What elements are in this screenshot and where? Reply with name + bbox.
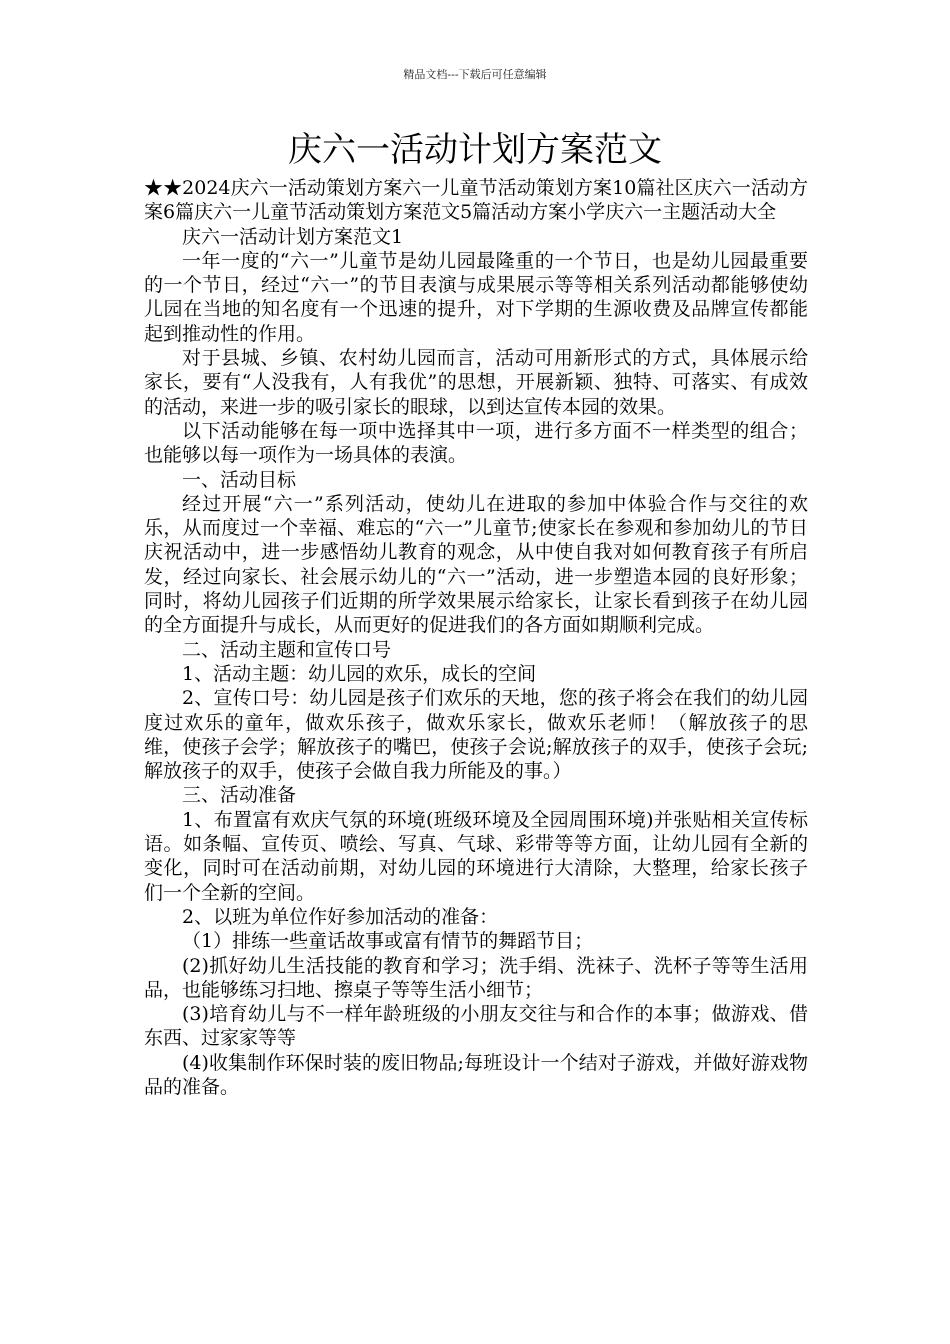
body-paragraph: 以下活动能够在每一项中选择其中一项，进行多方面不一样类型的组合；也能够以每一项作为一场具体的表演。: [144, 419, 808, 467]
section-heading: 三、活动准备: [182, 784, 297, 807]
list-item: 2、宣传口号：幼儿园是孩子们欢乐的天地，您的孩子将会在我们的幼儿园度过欢乐的童年，做欢乐孩子，做欢乐家长，做欢乐老师！（解放孩子的思维，使孩子会学；解放孩子的嘴巴，使孩子会说;解放孩子的双手，使孩子会玩;解放孩子的双手，使孩子会做自我力所能及的事。）: [144, 687, 808, 783]
document-body: [144, 176, 808, 1099]
body-paragraph: 经过开展“六一”系列活动，使幼儿在进取的参加中体验合作与交往的欢乐，从而度过一个幸福、难忘的“六一”儿童节;使家长在参观和参加幼儿的节日庆祝活动中，进一步感悟幼儿教育的观念，从中使自我对如何教育孩子有所启发，经过向家长、社会展示幼儿的“六一”活动，进一步塑造本园的良好形象；同时，将幼儿园孩子们近期的所学效果展示给家长，让家长看到孩子在幼儿园的全方面提升与成长，从而更好的促进我们的各方面如期顺利完成。: [144, 492, 808, 637]
body-paragraph: 一年一度的“六一”儿童节是幼儿园最隆重的一个节日，也是幼儿园最重要的一个节日，经过“六一”的节目表演与成果展示等等相关系列活动都能够使幼儿园在当地的知名度有一个迅速的提升，对下学期的生源收费及品牌宣传都能起到推动性的作用。: [144, 249, 808, 345]
section-heading: 二、活动主题和宣传口号: [182, 638, 392, 661]
intro-paragraph: ★★2024庆六一活动策划方案六一儿童节活动策划方案10篇社区庆六一活动方案6篇庆六一儿童节活动策划方案范文5篇活动方案小学庆六一主题活动大全: [144, 177, 808, 224]
sub-list-item: (4)收集制作环保时装的废旧物品;每班设计一个结对子游戏，并做好游戏物品的准备。: [144, 1051, 808, 1098]
body-paragraph: 对于县城、乡镇、农村幼儿园而言，活动可用新形式的方式，具体展示给家长，要有“人没我有，人有我优”的思想，开展新颖、独特、可落实、有成效的活动，来进一步的吸引家长的眼球，以到达宣传本园的效果。: [144, 347, 808, 418]
sub-list-item: (2)抓好幼儿生活技能的教育和学习；洗手绢、洗袜子、洗杯子等等生活用品，也能够练习扫地、擦桌子等等生活小细节；: [144, 954, 808, 1001]
list-item: 1、活动主题：幼儿园的欢乐，成长的空间: [182, 662, 537, 685]
document-title: 庆六一活动计划方案范文: [288, 130, 662, 170]
section-heading: 一、活动目标: [182, 468, 297, 491]
list-item: 1、布置富有欢庆气氛的环境(班级环境及全园周围环境)并张贴相关宣传标语。如条幅、宣传页、喷绘、写真、气球、彩带等等方面，让幼儿园有全新的变化，同时可在活动前期，对幼儿园的环境进行大清除，大整理，给家长孩子们一个全新的空间。: [144, 808, 808, 904]
section-heading: 庆六一活动计划方案范文1: [182, 225, 404, 248]
list-item: 2、以班为单位作好参加活动的准备：: [182, 905, 499, 928]
sub-list-item: (3)培育幼儿与不一样年龄班级的小朋友交往与和合作的本事；做游戏、借东西、过家家等等: [144, 1003, 808, 1050]
sub-list-item: （1）排练一些童话故事或富有情节的舞蹈节目；: [182, 930, 594, 953]
header-note: 精品文档---下载后可任意编辑: [403, 68, 547, 81]
